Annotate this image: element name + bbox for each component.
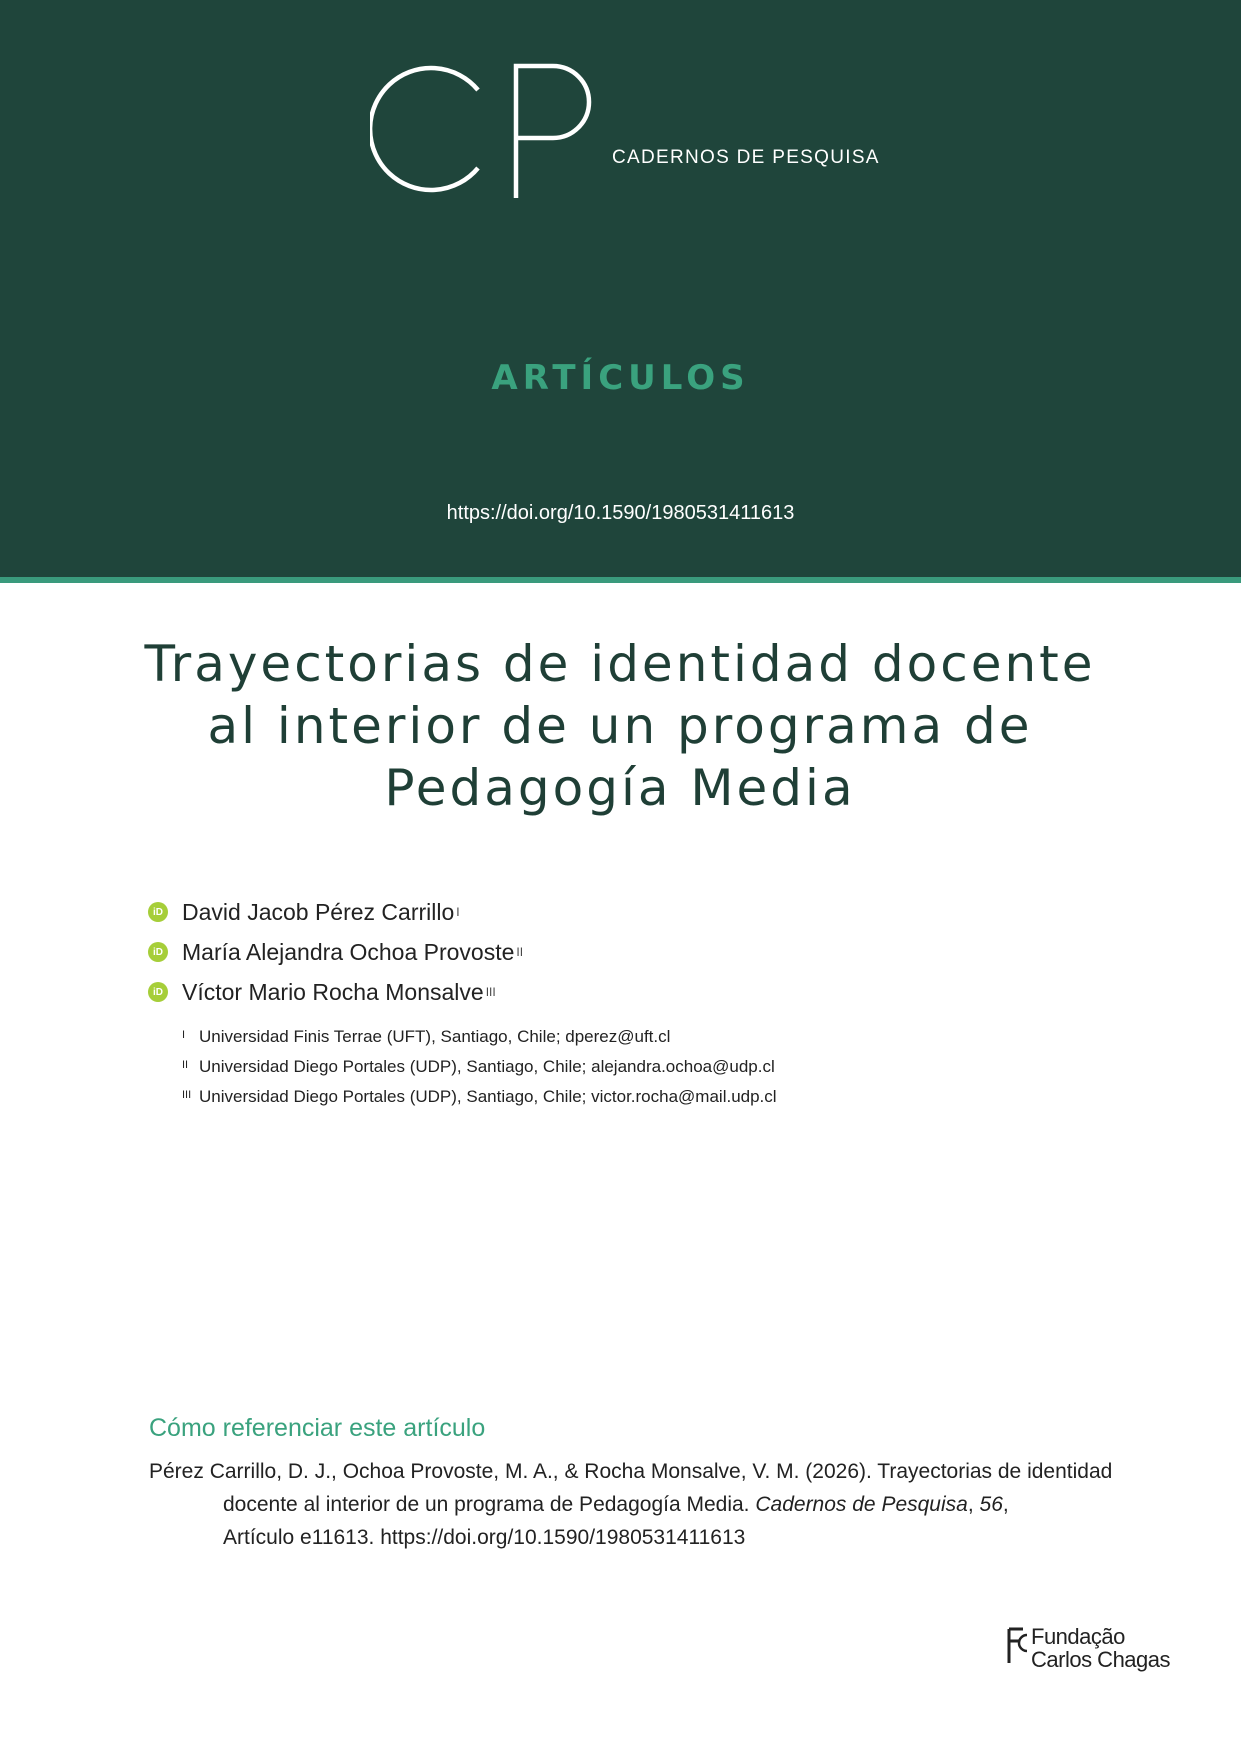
citation-text [149,1455,1113,1554]
cp-logo [370,58,620,200]
affiliation-list [182,1027,777,1117]
journal-header [0,0,1241,583]
author-item [148,892,523,932]
author-item [148,972,523,1012]
title-line: Trayectorias de identidad docente [144,635,1096,693]
citation-line[interactable]: Artículo e11613. https://doi.org/10.1590/1980531411613 [223,1526,746,1549]
publisher-name [1031,1625,1170,1671]
author-item [148,932,523,972]
affiliation-text: Universidad Finis Terrae (UFT), Santiago, Chile; dperez@uft.cl [199,1027,671,1046]
affiliation-item [182,1027,777,1057]
publisher-line: Fundação [1031,1624,1125,1649]
affiliation-text: Universidad Diego Portales (UDP), Santiago, Chile; victor.rocha@mail.udp.cl [199,1087,777,1106]
title-line: al interior de un programa de [207,697,1033,755]
affiliation-mark: II [182,1059,189,1071]
section-label: ARTÍCULOS [491,358,750,398]
affiliation-mark: III [485,985,496,999]
author-name: María Alejandra Ochoa Provoste [182,938,515,965]
orcid-icon[interactable]: iD [148,982,168,1002]
article-title [120,633,1120,819]
fcc-mark-icon [1005,1625,1031,1665]
affiliation-mark: II [516,945,524,959]
citation-journal: Cadernos de Pesquisa [755,1493,968,1516]
citation-line: Pérez Carrillo, D. J., Ochoa Provoste, M. A., & Rocha Monsalve, V. M. (2026). Trayectorias de identidad [149,1460,1113,1483]
affiliation-mark: I [182,1029,186,1041]
citation-segment: , [967,1493,980,1516]
citation-segment: docente al interior de un programa de Pedagogía Media. [223,1493,756,1516]
orcid-icon[interactable]: iD [148,902,168,922]
author-name: David Jacob Pérez Carrillo [182,898,455,925]
affiliation-item [182,1057,777,1087]
publisher-logo [1005,1625,1170,1671]
affiliation-text: Universidad Diego Portales (UDP), Santiago, Chile; alejandra.ochoa@udp.cl [199,1057,775,1076]
orcid-icon[interactable]: iD [148,942,168,962]
citation-volume: 56 [979,1493,1003,1516]
publisher-line: Carlos Chagas [1031,1647,1171,1672]
citation-heading: Cómo referenciar este artículo [149,1414,486,1442]
doi-link[interactable]: https://doi.org/10.1590/1980531411613 [446,502,795,524]
title-line: Pedagogía Media [384,759,856,817]
author-name: Víctor Mario Rocha Monsalve [182,978,484,1005]
affiliation-item [182,1087,777,1117]
author-list [148,892,523,1012]
affiliation-mark: I [456,905,460,919]
citation-line [149,1488,1109,1521]
journal-name: CADERNOS DE PESQUISA [612,147,880,168]
citation-segment: , [1002,1493,1009,1516]
affiliation-mark: III [182,1089,192,1101]
